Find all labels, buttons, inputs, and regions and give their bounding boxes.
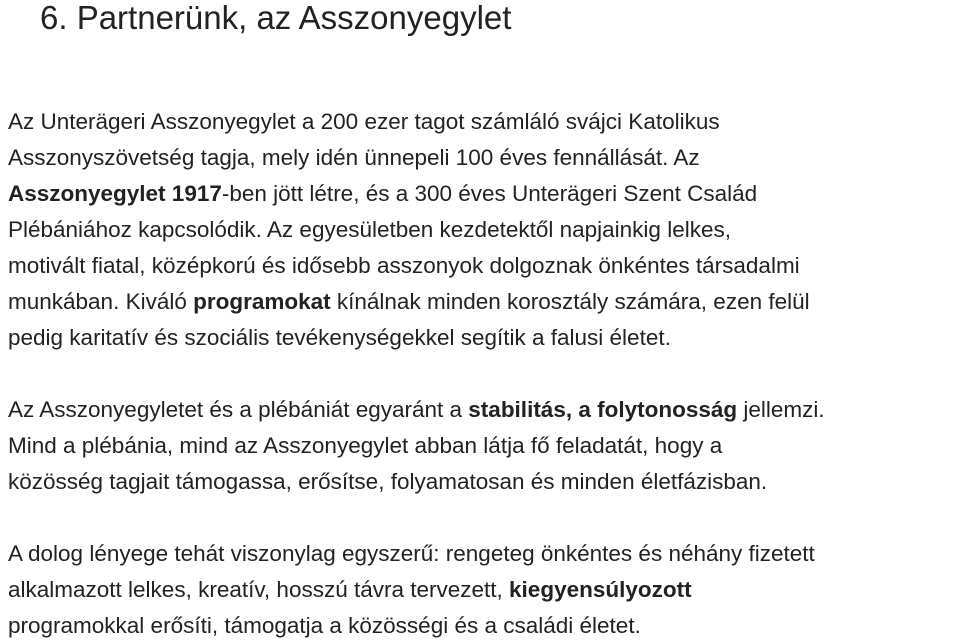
bold-text: Asszonyegylet 1917 <box>8 181 222 206</box>
paragraph-2-line-2: Mind a plébánia, mind az Asszonyegylet abban látja fő feladatát, hogy a <box>8 433 723 458</box>
paragraph-1-line-3 <box>8 176 757 212</box>
paragraph-1-line-2: Asszonyszövetség tagja, mely idén ünnepeli 100 éves fennállását. Az <box>8 145 700 170</box>
text-span: jellemzi. <box>737 397 825 422</box>
text-span: kínálnak minden korosztály számára, ezen felül <box>330 289 810 314</box>
paragraph-1-line-5: motivált fiatal, középkorú és idősebb asszonyok dolgoznak önkéntes társadalmi <box>8 253 800 278</box>
paragraph-1-line-7: pedig karitatív és szociális tevékenységekkel segítik a falusi életet. <box>8 325 671 350</box>
bold-text: kiegyensúlyozott <box>509 577 692 602</box>
paragraph-1-line-1: Az Unterägeri Asszonyegylet a 200 ezer tagot számláló svájci Katolikus <box>8 109 720 134</box>
bold-text: programokat <box>193 289 331 314</box>
paragraph-2-line-1 <box>8 392 825 428</box>
paragraph-3-line-2 <box>8 572 692 608</box>
text-span: -ben jött létre, és a 300 éves Unterägeri Szent Család <box>221 181 758 206</box>
paragraph-3-line-3: programokkal erősíti, támogatja a közösségi és a családi életet. <box>8 613 641 638</box>
paragraph-1-line-4: Plébániához kapcsolódik. Az egyesületben kezdetektől napjainkig lelkes, <box>8 217 731 242</box>
paragraph-3-line-1: A dolog lényege tehát viszonylag egyszerű: rengeteg önkéntes és néhány fizetett <box>8 541 815 566</box>
text-span: alkalmazott lelkes, kreatív, hosszú távra tervezett, <box>8 577 510 602</box>
text-span: munkában. Kiváló <box>8 289 194 314</box>
slide-title: 6. Partnerünk, az Asszonyegylet <box>40 0 512 36</box>
text-span: Az Asszonyegyletet és a plébániát egyaránt a <box>8 397 469 422</box>
bold-text: stabilitás, a folytonosság <box>468 397 738 422</box>
paragraph-1-line-6 <box>8 284 810 320</box>
paragraph-2-line-3: közösség tagjait támogassa, erősítse, folyamatosan és minden életfázisban. <box>8 469 768 494</box>
